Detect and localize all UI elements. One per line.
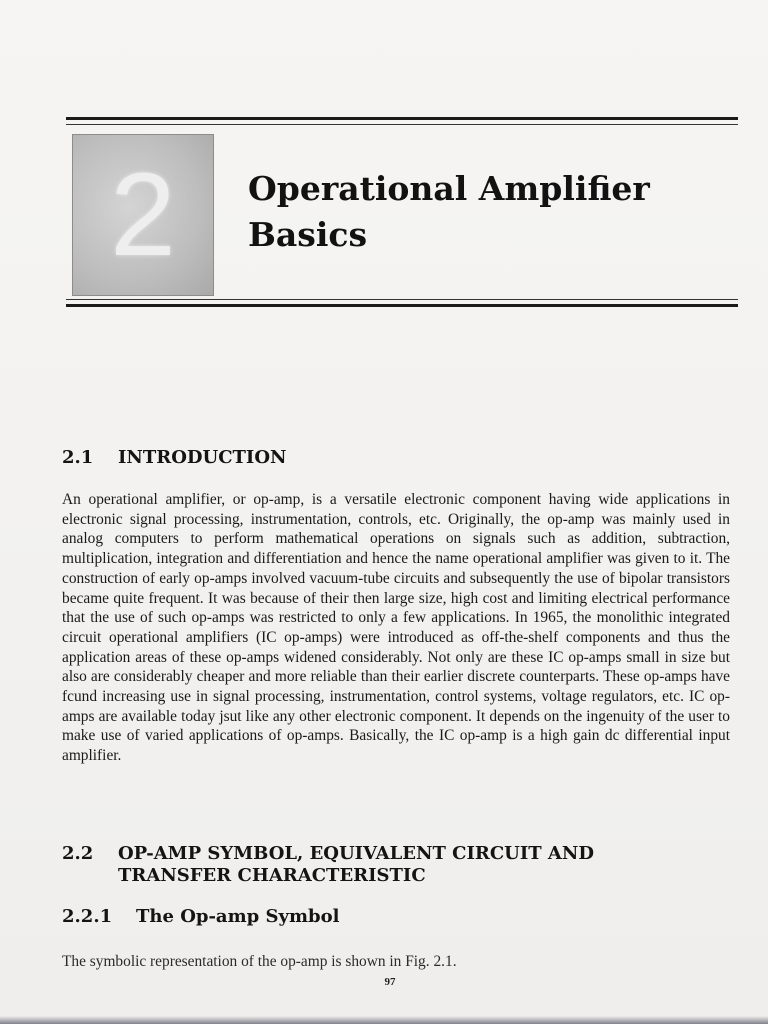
section-title: INTRODUCTION bbox=[118, 447, 287, 468]
subsection-heading-op-amp-symbol bbox=[62, 906, 339, 928]
header-rule-top bbox=[66, 117, 738, 120]
section-number: 2.2.1 bbox=[62, 906, 113, 927]
symbol-paragraph: The symbolic representation of the op-amp is shown in Fig. 2.1. bbox=[62, 953, 457, 970]
section-number: 2.2 bbox=[62, 843, 94, 864]
page-bottom-shadow bbox=[0, 1016, 768, 1024]
page-number: 97 bbox=[384, 976, 396, 988]
chapter-number: 2 bbox=[110, 149, 176, 281]
chapter-number-box bbox=[72, 134, 214, 296]
section-heading-introduction bbox=[62, 447, 287, 469]
introduction-paragraph: An operational amplifier, or op-amp, is a versatile electronic component having wide applications in electronic signal processing, instrumentation, controls, etc. Originally, the op-amp was mainly used in analog computers to perform mathematical operations on signals such as addition, subtraction, multiplication, integration and differentiation and hence the name operational amplifier was given to it. The construction of early op-amps involved vacuum-tube circuits and subsequently the use of bipolar transistors became quite frequent. It was because of their then large size, high cost and limiting electrical performance that the use of such op-amps was restricted to only a few applications. In 1965, the monolithic integrated circuit operational amplifiers (IC op-amps) were introduced as off-the-shelf components and thus the application areas of these op-amps widened considerably. Not only are these IC op-amps small in size but also are considerably cheaper and more reliable than their earlier discrete counterparts. These op-amps have fcund increasing use in signal processing, instrumentation, control systems, voltage regulators, etc. IC op-amps are available today jsut like any other electronic component. It depends on the ingenuity of the user to make use of varied applications of op-amps. Basically, the IC op-amp is a high gain dc differential input amplifier. bbox=[62, 491, 730, 765]
chapter-title: Operational Amplifier Basics bbox=[248, 169, 650, 254]
section-title: The Op-amp Symbol bbox=[136, 906, 340, 927]
header-rule-bottom-thin bbox=[66, 299, 738, 300]
header-rule-bottom bbox=[66, 304, 738, 307]
section-title: OP-AMP SYMBOL, EQUIVALENT CIRCUIT AND TRANSFER CHARACTERISTIC bbox=[118, 843, 594, 886]
header-rule-top-thin bbox=[66, 124, 738, 125]
section-heading-op-amp-symbol bbox=[62, 843, 662, 887]
section-number: 2.1 bbox=[62, 447, 94, 468]
